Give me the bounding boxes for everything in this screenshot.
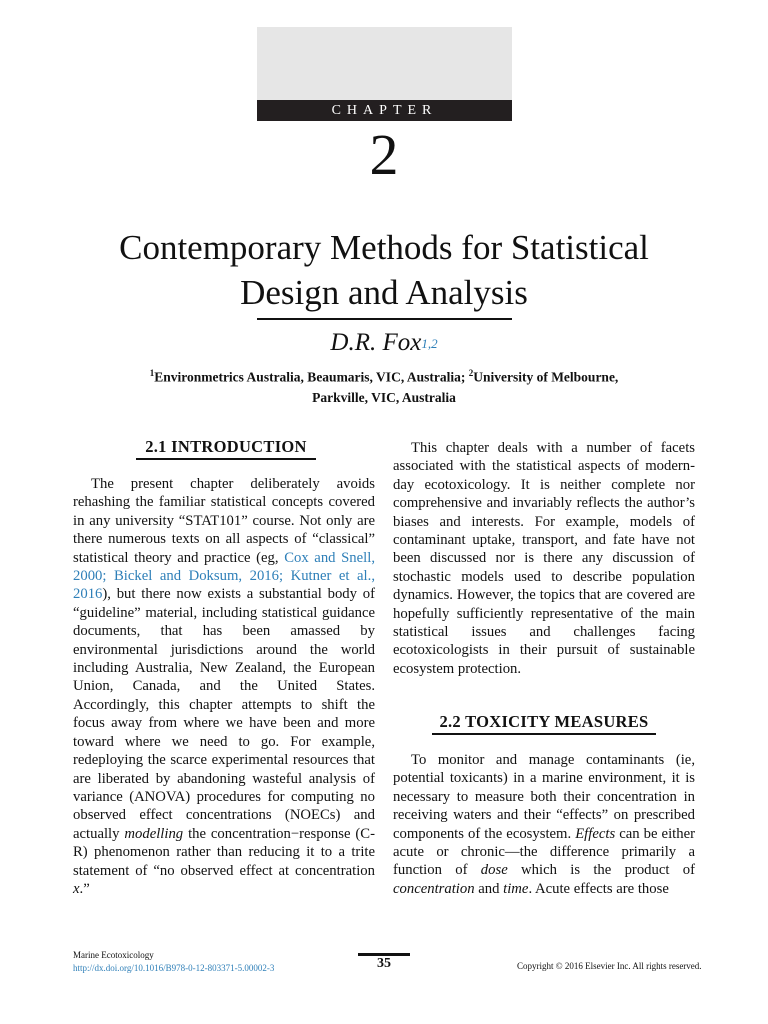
affiliation-2: University of Melbourne, [473,369,619,385]
affiliations [110,363,658,408]
intro-paragraph-1 [73,475,375,898]
affiliation-marker-2: 2 [468,368,474,378]
tox-text-e: . Acute effects are those [528,880,669,897]
tox-emphasis-effects: Effects [575,825,616,842]
page-number: 35 [377,956,391,971]
footer-book-title: Marine Ecotoxicology [73,950,154,960]
section-heading-rule [136,458,316,460]
citation-link[interactable]: Cox and Snell, 2000; Bickel and Doksum, 2016; Kutner et al., 2016 [73,549,375,603]
tox-text-c: which is the product of [507,862,695,879]
chapter-title-line2: Design and Analysis [240,273,528,312]
footer-copyright: Copyright © 2016 Elsevier Inc. All rights reserved. [517,961,702,971]
intro-paragraph-2: This chapter deals with a number of facets associated with the statistical aspects of modern-day ecotoxicology. It is neither complete nor comprehensive and invariably reflects the author’s biases and interests. For example, models of contaminant uptake, transport, and fate have not been discussed nor is there any discussion of stochastic models used to describe population dynamics. However, the topics that are covered are hopefully sufficiently representative of the main statistical issues and challenges facing ecotoxicologists in their pursuit of sustainable ecosystem protection. [393,440,695,677]
chapter-header-box [257,27,512,100]
chapter-label: CHAPTER [257,100,512,121]
chapter-number: 2 [369,122,399,187]
intro-text-c: the concentration−response (C-R) phenomenon rather than reducing it to a trite statement of “no observed effect at concentration [73,825,375,879]
affiliation-marker-1: 1 [149,368,155,378]
chapter-title [60,225,708,315]
affiliation-1: Environmetrics Australia, Beaumaris, VIC, Australia; [154,369,469,385]
tox-emphasis-concentration: concentration [393,880,475,897]
footer-doi-link[interactable]: http://dx.doi.org/10.1016/B978-0-12-803371-5.00002-3 [73,963,275,973]
tox-text-a: To monitor and manage contaminants (ie, potential toxicants) in a marine environment, it is necessary to measure both their concentration in receiving waters and their “effects” on prescribed components of the ecosystem. [393,752,695,842]
tox-text-d: and [474,880,504,897]
intro-column-2 [393,439,695,678]
intro-column [73,475,375,898]
chapter-title-line1: Contemporary Methods for Statistical [119,228,649,267]
author-name: D.R. Fox [330,329,422,356]
author [0,327,768,359]
tox-text-b: can be either acute or chronic—the difference primarily a function of [393,825,695,879]
toxicity-column [393,751,695,898]
author-affiliation-markers[interactable]: 1,2 [421,336,438,351]
intro-emphasis: modelling [124,825,184,842]
intro-text-a: The present chapter deliberately avoids rehashing the familiar statistical concepts covered in any university “STAT101” course. Not only are there numerous texts on all aspects of “classical” statistical theory and practice (eg, [73,476,375,566]
intro-text-d: .” [79,880,90,897]
section-heading-toxicity-measures: 2.2 TOXICITY MEASURES [439,712,649,731]
title-rule [257,318,512,320]
footer-source [73,949,274,975]
section-heading-rule [432,733,656,735]
tox-emphasis-dose: dose [480,862,508,879]
intro-text-b: ), but there now exists a substantial body of “guideline” material, including statistical guidance documents, that has been amassed by environmental jurisdictions around the world including Australia, New Zealand, the European Union, Canada, and the United States. Accordingly, this chapter attempts to shift the focus away from where we have been and more toward where we need to go. For example, redeploying the scarce experimental resources that are liberated by abandoning wasteful analysis of variance (ANOVA) procedures for computing no observed effect concentrations (NOECs) and actually [73,586,375,842]
intro-variable-x: x [73,880,80,897]
affiliation-2-location: Parkville, VIC, Australia [312,389,456,405]
tox-emphasis-time: time [503,880,529,897]
toxicity-paragraph-1 [393,751,695,898]
section-heading-introduction: 2.1 INTRODUCTION [145,437,307,456]
